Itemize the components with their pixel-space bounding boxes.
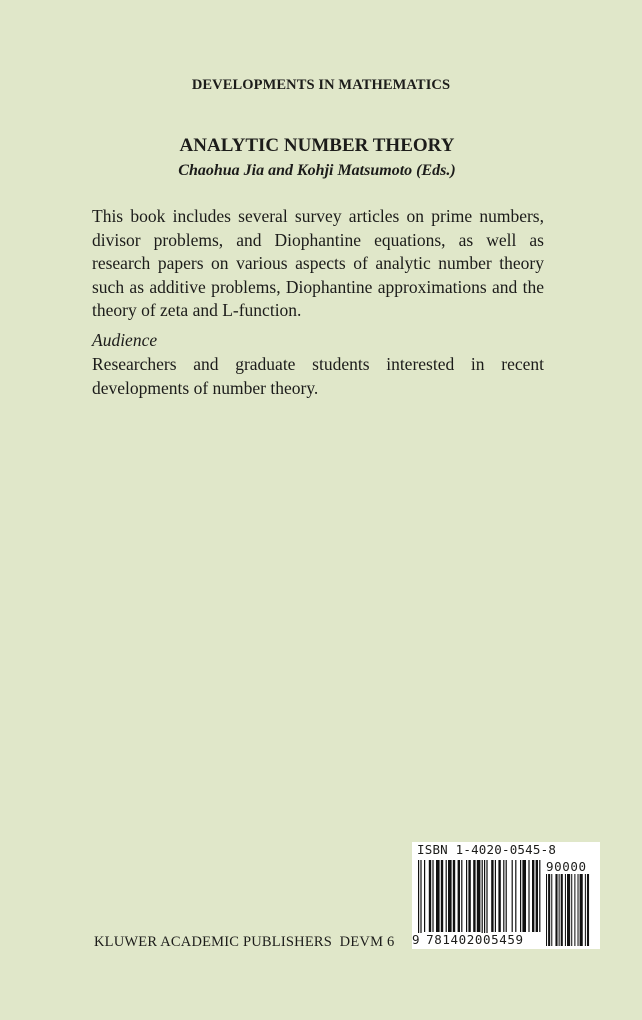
barcode-bar bbox=[473, 860, 475, 932]
barcode-bar bbox=[555, 874, 557, 946]
barcode-bar bbox=[536, 860, 538, 932]
barcode-bar bbox=[424, 860, 425, 932]
barcode-bar bbox=[436, 860, 440, 932]
barcode-bar bbox=[441, 860, 443, 932]
audience-heading: Audience bbox=[92, 330, 158, 350]
barcode-bar bbox=[546, 874, 547, 946]
barcode-bar bbox=[580, 874, 583, 946]
barcode-bar bbox=[567, 874, 570, 946]
barcode-bar bbox=[571, 874, 572, 946]
barcode-bar bbox=[466, 860, 467, 932]
barcode-bar bbox=[429, 860, 431, 932]
series-name: DEVELOPMENTS IN MATHEMATICS bbox=[191, 77, 451, 93]
barcode-bar bbox=[522, 860, 526, 932]
barcode-bar bbox=[453, 860, 455, 932]
barcode-bar bbox=[561, 874, 563, 946]
barcode-bar bbox=[587, 874, 589, 946]
barcode-bar bbox=[461, 860, 462, 932]
barcode-bar bbox=[539, 860, 540, 932]
barcode-bar bbox=[548, 874, 550, 946]
barcode-bar bbox=[551, 874, 552, 946]
audience-text: Researchers and graduate students interested in recent developments of number theory. bbox=[92, 354, 544, 398]
ean-number bbox=[412, 933, 524, 947]
addon-number: 90000 bbox=[546, 859, 587, 874]
isbn-number: ISBN 1-4020-0545-8 bbox=[417, 842, 557, 857]
barcode-bar bbox=[446, 860, 447, 932]
barcode-bar bbox=[520, 860, 521, 932]
barcode-bar bbox=[420, 860, 421, 940]
book-authors: Chaohua Jia and Kohji Matsumoto (Eds.) bbox=[178, 162, 456, 179]
barcode-bar bbox=[528, 860, 529, 932]
barcode-bar bbox=[498, 860, 500, 932]
barcode-bar bbox=[574, 874, 575, 946]
publisher-line: KLUWER ACADEMIC PUBLISHERS DEVM 6 bbox=[94, 934, 395, 950]
barcode-bar bbox=[448, 860, 452, 932]
barcode-bar bbox=[491, 860, 493, 932]
barcode-bar bbox=[532, 860, 534, 932]
barcode-bar bbox=[565, 874, 566, 946]
barcode-bar bbox=[484, 860, 485, 940]
barcode-bar bbox=[482, 860, 483, 940]
barcode-bar bbox=[559, 874, 560, 946]
barcode-bar bbox=[512, 860, 513, 932]
barcode-bar bbox=[578, 874, 579, 946]
barcode-bar bbox=[477, 860, 481, 932]
barcode-bar bbox=[506, 860, 507, 932]
barcode-bar bbox=[503, 860, 504, 932]
barcode-bar bbox=[585, 874, 586, 946]
barcode-bar bbox=[432, 860, 433, 932]
barcode-bar bbox=[458, 860, 460, 932]
barcode-bar bbox=[418, 860, 419, 940]
barcode-bar bbox=[486, 860, 487, 940]
barcode-bar bbox=[495, 860, 496, 932]
addon-barcode-bars bbox=[544, 874, 598, 946]
book-title: ANALYTIC NUMBER THEORY bbox=[179, 135, 455, 156]
book-description: This book includes several survey articles on prime numbers, divisor problems, and Diophantine equations, as well as research papers on various aspects of analytic number theory such as additive problems, Diophantine approximations and the theory of zeta and L-function. bbox=[92, 206, 544, 320]
ean-digits: 781402005459 bbox=[426, 932, 524, 947]
isbn-barcode bbox=[412, 842, 600, 949]
barcode-bar bbox=[468, 860, 470, 932]
barcode-bar bbox=[515, 860, 516, 932]
ean-first-digit: 9 bbox=[412, 932, 421, 947]
